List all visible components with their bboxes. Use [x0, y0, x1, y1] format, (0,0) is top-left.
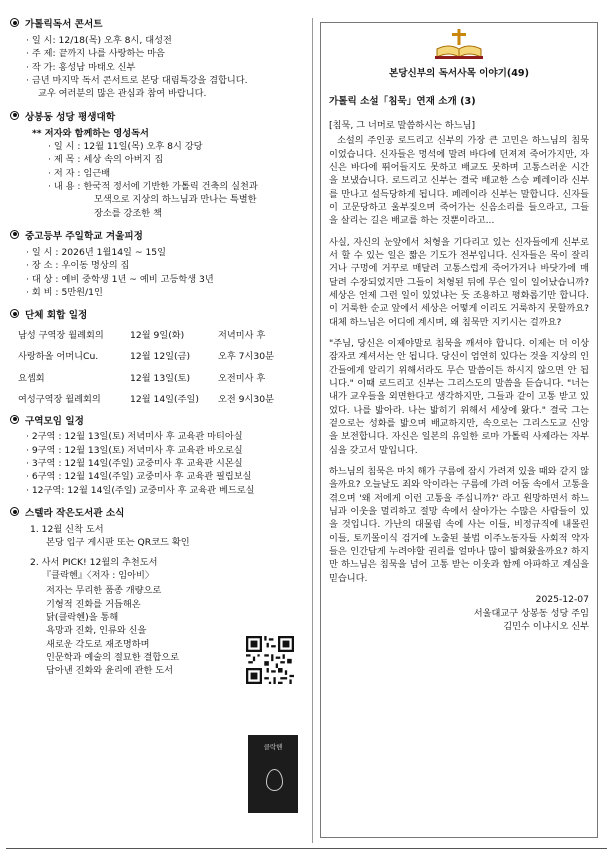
qr-code-icon[interactable]: [246, 636, 294, 684]
camp-line: · 장 소 : 우이동 명상의 집: [26, 260, 130, 272]
library-line: 본당 입구 게시판 또는 QR코드 확인: [46, 537, 190, 549]
bible-cross-icon: [431, 29, 487, 61]
univ-line: · 제 목 : 세상 속의 아버지 집: [48, 154, 164, 166]
concert-line: 교우 여러분의 많은 관심과 참여 바랍니다.: [38, 88, 207, 100]
district-line: · 9구역 : 12월 13일(토) 저녁미사 후 교육관 바오로실: [26, 444, 243, 456]
district-section: [10, 415, 310, 498]
library-line: 새로운 각도로 재조명하며: [46, 638, 150, 650]
univ-line: 장소를 강조한 책: [94, 207, 162, 219]
column-divider: [312, 18, 313, 843]
library-line: 욕망과 진화, 인류와 신을: [46, 625, 147, 637]
section-title: 단체 회합 일정: [10, 309, 310, 323]
univ-line: 모색으로 지상의 하느님과 만나는 특별한: [94, 194, 257, 206]
body-paragraph: 사실, 자신의 눈앞에서 처형을 기다리고 있는 신자들에게 신부로서 할 수 있는 일은 짧은 기도가 전부입니다. 신자들은 목이 잘리거나 구멍에 거꾸로 매달려 고통스럽게 죽어가거나 바닷가에 매달려 수장되었지만 그들이 처형된 뒤에 무슨 일이 일어났습니까? 세상은 언제 그런 일이 있었냐는 듯 조용하고 평화롭기만 합니다. 이 거룩한 순교 앞에서 세상은 어떻게 이리도 거룩하지 못할까요? 대체 하느님은 어디에 계시며, 왜 침묵만 지키시는 걸까요?: [329, 236, 589, 328]
district-line: · 12구역: 12월 14일(주일) 교중미사 후 교육관 베드로실: [26, 484, 255, 496]
district-line: · 6구역 : 12월 14일(주일) 교중미사 후 교육관 필립보실: [26, 471, 252, 483]
concert-line: · 주 제: 끝까지 나를 사랑하는 마음: [26, 48, 165, 60]
bullet-icon: [10, 309, 19, 318]
library-line: 1. 12월 신착 도서: [30, 524, 104, 536]
library-line: 닭(클락헨)을 통해: [46, 612, 119, 624]
univ-line: · 내 용 : 한국적 정서에 기반한 가톨릭 건축의 실천과: [48, 180, 258, 192]
bullet-icon: [10, 18, 19, 27]
bullet-icon: [10, 230, 19, 239]
body-paragraph: "주님, 당신은 이제야말로 침묵을 깨셔야 합니다. 이제는 더 이상 잠자코 계셔서는 안 됩니다. 당신이 엄연히 있다는 것을 지상의 인간들에게 알리기 위해서라도 무슨 말씀이든 하시지 않으면 안 됩니다." 이때 로드리고 신부는 그리스도의 말씀을 듣습니다. "너는 내가 교우들을 외면한다고 생각하지만, 그들과 같이 고통 받고 있었다. 나를 밟아라. 나는 밟히기 위해서 세상에 왔다." 결국 그는 겉으로는 성화를 밟으며 배교하지만, 속으로는 그리스도교 신앙을 보전합니다. 자신은 일본의 유일한 로마 가톨릭 사제라는 자부심을 갖고서 말입니다.: [329, 337, 589, 456]
camp-section: [10, 230, 310, 299]
column-subtitle: 가톨릭 소설「침묵」연재 소개 (3): [329, 95, 476, 107]
date: 2025-12-07: [535, 594, 589, 606]
signature-line: 김민수 이냐시오 신부: [503, 620, 589, 632]
univ-subtitle: ** 저자와 함께하는 영성독서: [32, 127, 149, 139]
section-title: 구역모임 일정: [10, 415, 310, 429]
bullet-icon: [10, 415, 19, 424]
section-title: 스텔라 작은도서관 소식: [10, 507, 310, 521]
signature-line: 서울대교구 상봉동 성당 주임: [473, 607, 589, 619]
district-line: · 3구역 : 12월 14일(주일) 교중미사 후 교육관 시몬실: [26, 458, 243, 470]
concert-section: [10, 18, 310, 101]
section-title: 중고등부 주일학교 겨울피정: [10, 230, 310, 244]
concert-line: · 일 시: 12/18(목) 오후 8시, 대성전: [26, 34, 172, 46]
concert-line: · 금년 마지막 독서 콘서트로 본당 대림특강을 겸합니다.: [26, 74, 248, 86]
quote-heading: [침묵, 그 너머로 말씀하시는 하느님]: [329, 119, 476, 131]
column-title: 본당신부의 독서사목 이야기(49): [388, 68, 529, 79]
schedule-row: 요셉회 12월 13일(토) 오전미사 후: [18, 372, 266, 384]
section-title: 가톨릭독서 콘서트: [10, 18, 310, 32]
univ-line: · 일 시 : 12월 11일(목) 오후 8시 강당: [48, 140, 203, 152]
book-cover-image: [248, 735, 298, 813]
body-paragraph: 하느님의 침묵은 마치 해가 구름에 잠시 가려져 있을 때와 같지 않을까요? 오늘날도 죄와 악이라는 구름에 가려 어둠 속에서 고통을 겪으며 '왜 저에게 이런 고통을 주십니까?' 라고 원망하면서 하느님과 이웃을 멀리하고 절망 속에서 살아가는 수많은 사람들이 있을 것입니다. 가난의 대물림 속에 사는 이들, 비정규직에 내몰린 이들, 토끼몰이식 검거에 노출된 불법 이주노동자들 사회적 약자들은 인간답게 누려야할 권리를 얼마나 많이 밟혀왔을까요? 하지만 하느님은 침묵을 넘어 고통 받는 이웃과 함께 아파하고 계심을 믿습니다.: [329, 466, 589, 584]
library-line: 저자는 무리한 품종 개량으로: [46, 585, 162, 597]
library-line: 담아낸 진화와 윤리에 관한 도서: [46, 665, 174, 677]
body-paragraph: 소설의 주인공 로드리고 신부의 가장 큰 고민은 하느님의 침묵이었습니다. 신자들은 멍석에 말려 바다에 던져져 죽어가지만, 자신은 바다에 뛰어들지도 못하고 배교도 못하며 고통스러운 시간을 보냈습니다. 로드리고 신부는 결국 배교한 스승 페레이라 신부를 만나고 설득당하게 됩니다. 페레이라 신부는 말합니다. 신자들이 고문당하고 울부짖으며 죽어가는 신음소리를 들으라고, 그들을 살리는 길은 배교를 하는 것뿐이라고...: [329, 135, 589, 227]
library-line: 인문학과 예술의 절묘한 결합으로: [46, 652, 180, 664]
camp-line: · 일 시 : 2026년 1월14일 ~ 15일: [26, 246, 167, 258]
library-book-title: 『클락헨』〈저자 : 임아비〉: [42, 570, 155, 582]
section-title: 상봉동 성당 평생대학: [10, 111, 310, 125]
district-line: · 2구역 : 12월 13일(토) 저녁미사 후 교육관 마티아실: [26, 431, 243, 443]
right-column: [320, 22, 598, 838]
univ-section: [10, 111, 310, 220]
egg-icon: [266, 769, 283, 791]
schedule-row: 사랑하올 어머니Cu. 12월 12일(금) 오후 7시30분: [18, 351, 274, 363]
bullet-icon: [10, 507, 19, 516]
schedule-row: 여성구역장 월례회의 12월 14일(주일) 오전 9시30분: [18, 394, 274, 406]
bullet-icon: [10, 111, 19, 120]
univ-line: · 저 자 : 임근배: [48, 167, 111, 179]
camp-line: · 대 상 : 예비 중학생 1년 ~ 예비 고등학생 3년: [26, 273, 214, 285]
library-line: 기형적 진화를 거듭해온: [46, 598, 141, 610]
library-line: 2. 사서 PICK! 12월의 추천도서: [30, 556, 158, 568]
left-column: [10, 18, 310, 751]
camp-line: · 회 비 : 5만원/1인: [26, 286, 103, 298]
schedule-row: 남성 구역장 월례회의 12월 9일(화) 저녁미사 후: [18, 330, 266, 342]
concert-line: · 작 가: 홍성남 마태오 신부: [26, 61, 136, 73]
bottom-rule: [6, 848, 607, 849]
book-cover-title: 클락헨: [263, 743, 283, 751]
groups-section: [10, 309, 310, 406]
